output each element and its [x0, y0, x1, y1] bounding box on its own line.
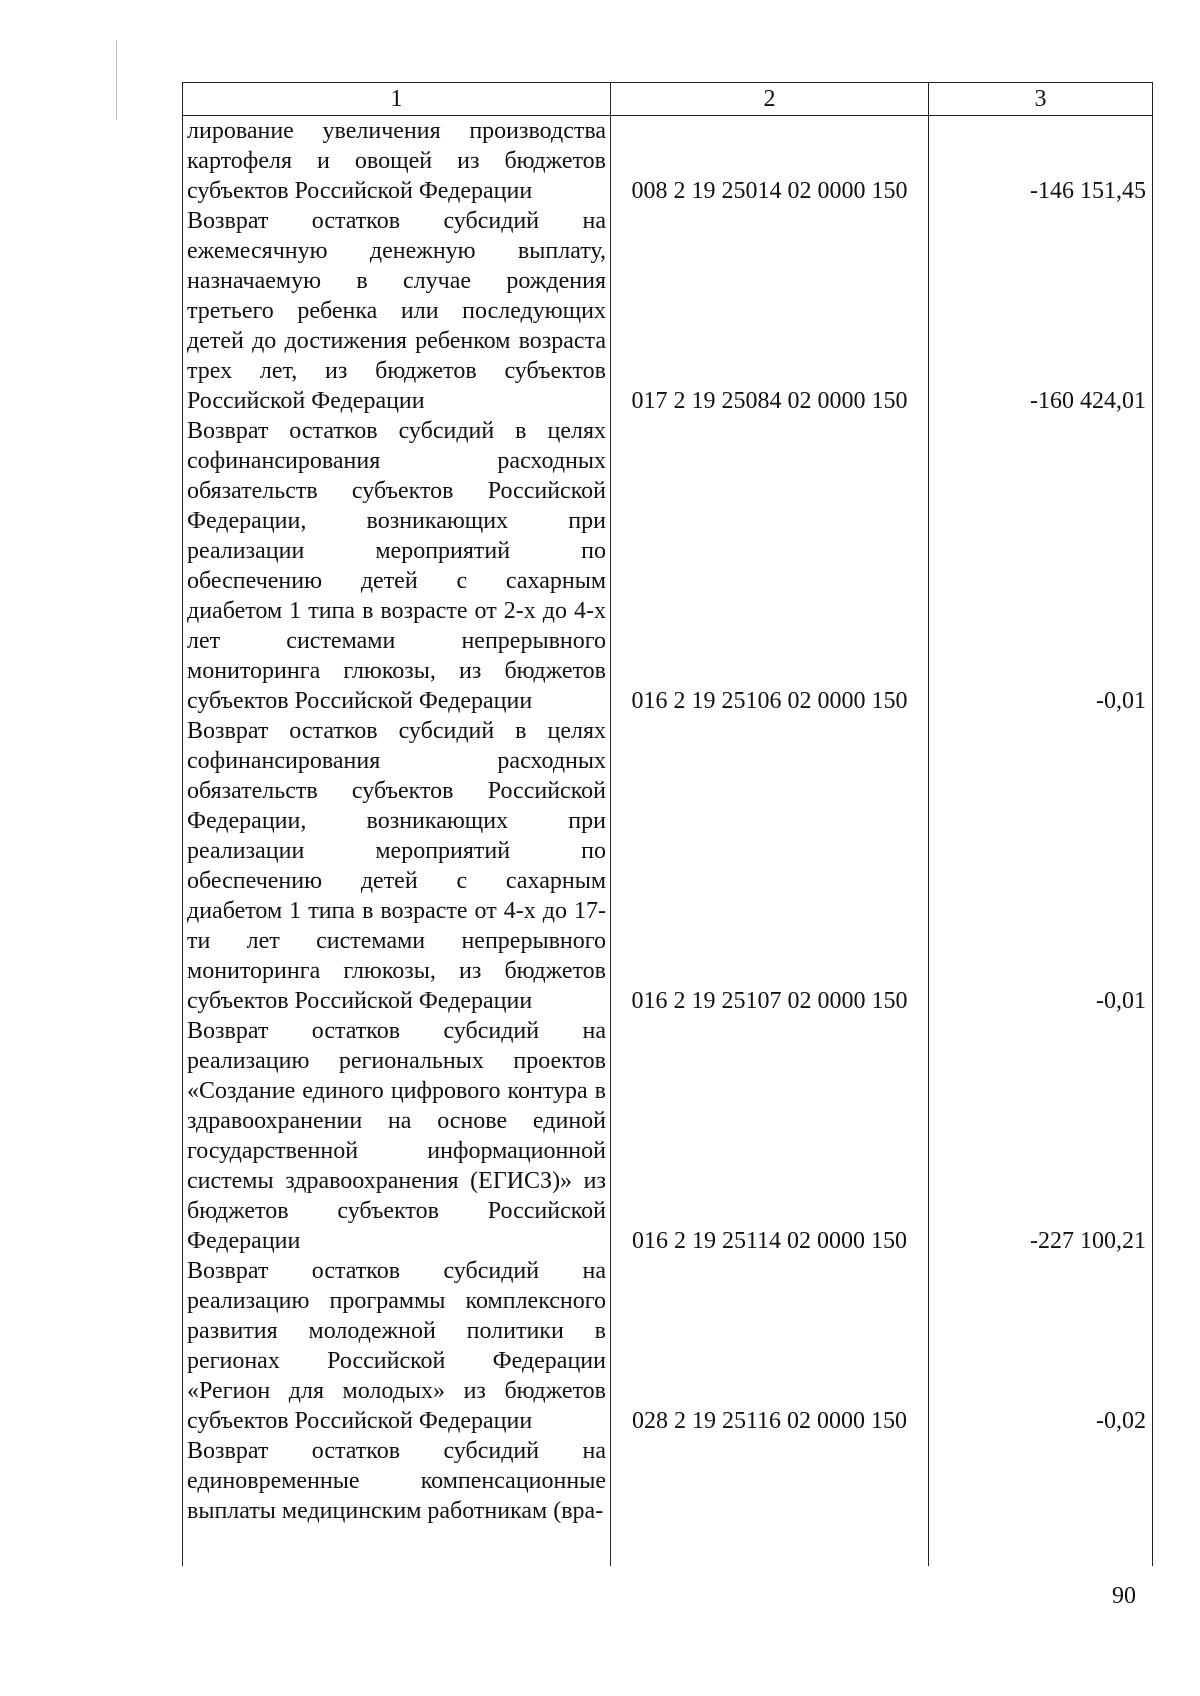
table-row	[183, 716, 1153, 1016]
row-amount	[929, 1436, 1153, 1566]
row-amount: -146 151,45	[929, 116, 1153, 207]
column-header-2: 2	[611, 83, 929, 116]
table-row	[183, 206, 1153, 416]
row-amount: -160 424,01	[929, 206, 1153, 416]
row-amount: -0,02	[929, 1256, 1153, 1436]
row-code: 017 2 19 25084 02 0000 150	[611, 206, 929, 416]
row-description: Возврат остатков субсидий на реализацию региональных проектов «Создание единого цифрового контура в здравоохранении на основе единой государственной информационной системы здравоохранения (ЕГИСЗ)» из бюджетов субъектов Российской Федерации	[183, 1016, 611, 1256]
row-code: 016 2 19 25107 02 0000 150	[611, 716, 929, 1016]
row-amount: -227 100,21	[929, 1016, 1153, 1256]
row-amount: -0,01	[929, 416, 1153, 716]
budget-returns-table	[182, 82, 1153, 1566]
row-code: 016 2 19 25114 02 0000 150	[611, 1016, 929, 1256]
row-description: Возврат остатков субсидий в целях софинансирования расходных обязательств субъектов Российской Федерации, возникающих при реализации мероприятий по обеспечению детей с сахарным диабетом 1 типа в возрасте от 4-х до 17-ти лет системами непрерывного мониторинга глюкозы, из бюджетов субъектов Российской Федерации	[183, 716, 611, 1016]
row-description: Возврат остатков субсидий в целях софинансирования расходных обязательств субъектов Российской Федерации, возникающих при реализации мероприятий по обеспечению детей с сахарным диабетом 1 типа в возрасте от 2-х до 4-х лет системами непрерывного мониторинга глюкозы, из бюджетов субъектов Российской Федерации	[183, 416, 611, 716]
table-row	[183, 1436, 1153, 1566]
table-row	[183, 1016, 1153, 1256]
row-description: Возврат остатков субсидий на реализацию программы комплексного развития молодежной политики в регионах Российской Федерации «Регион для молодых» из бюджетов субъектов Российской Федерации	[183, 1256, 611, 1436]
row-description: Возврат остатков субсидий на единовременные компенсационные выплаты медицинским работникам (вра-	[183, 1436, 611, 1566]
row-description: Возврат остатков субсидий на ежемесячную денежную выплату, назначаемую в случае рождения третьего ребенка или последующих детей до достижения ребенком возраста трех лет, из бюджетов субъектов Российской Федерации	[183, 206, 611, 416]
header-row	[183, 83, 1153, 116]
row-code: 016 2 19 25106 02 0000 150	[611, 416, 929, 716]
scan-mark	[116, 40, 117, 120]
row-code	[611, 1436, 929, 1566]
table-row	[183, 116, 1153, 207]
table-row	[183, 416, 1153, 716]
page-number: 90	[1112, 1583, 1136, 1609]
column-header-3: 3	[929, 83, 1153, 116]
row-amount: -0,01	[929, 716, 1153, 1016]
row-code: 028 2 19 25116 02 0000 150	[611, 1256, 929, 1436]
row-code: 008 2 19 25014 02 0000 150	[611, 116, 929, 207]
row-description: лирование увеличения производства картофеля и овощей из бюджетов субъектов Российской Федерации	[183, 116, 611, 207]
table-row	[183, 1256, 1153, 1436]
column-header-1: 1	[183, 83, 611, 116]
